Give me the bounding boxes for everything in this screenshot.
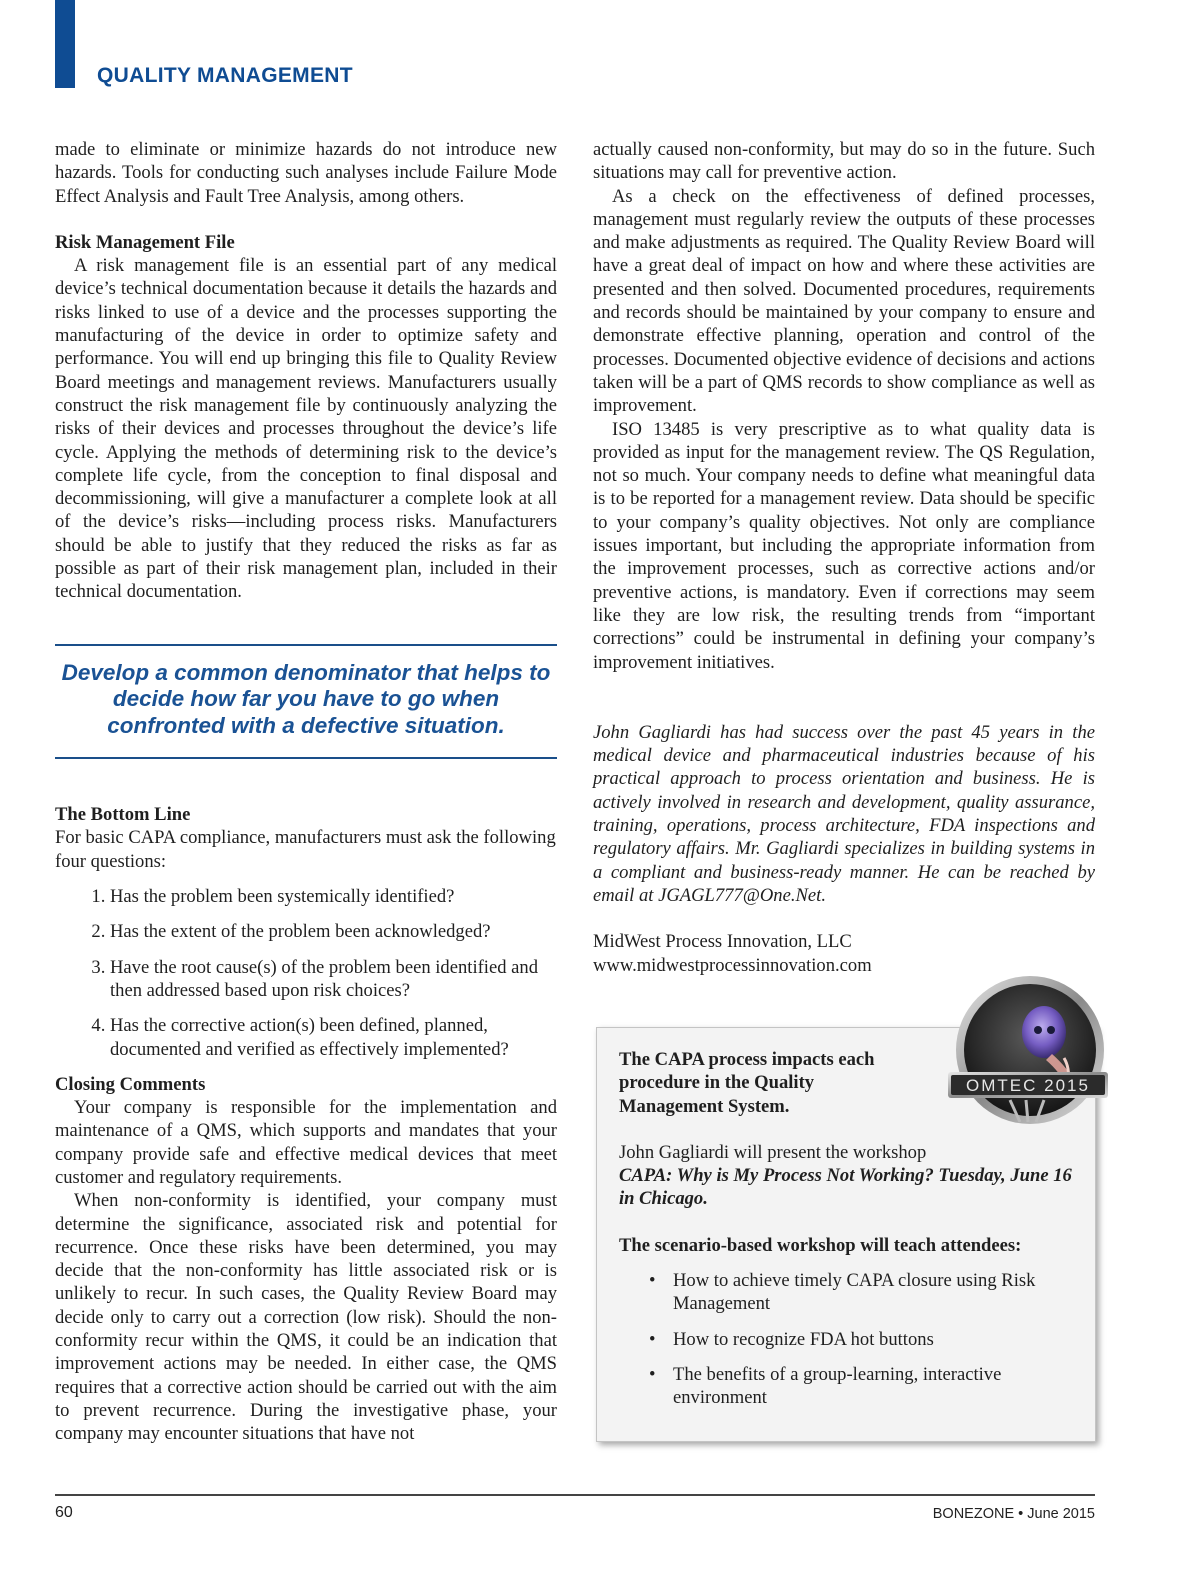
sidebar-intro: John Gagliardi will present the workshop [619, 1141, 927, 1163]
sidebar-course-title: CAPA: Why is My Process Not Working? Tuesday, June 16 in Chicago. [619, 1165, 1072, 1210]
left-column [55, 138, 557, 1446]
list-item: 3. Have the root cause(s) of the problem been identified and then addressed based upon risk choices? [110, 956, 557, 1003]
page-number: 60 [55, 1504, 73, 1521]
pull-quote: Develop a common denominator that helps to decide how far you have to go when confronted with a defective situation. [55, 644, 557, 760]
sidebar-list-title: The scenario-based workshop will teach attendees: [619, 1234, 1022, 1256]
footer-publication: BONEZONE • June 2015 [932, 1506, 1095, 1522]
list-item: 2. Has the extent of the problem been acknowledged? [110, 920, 557, 943]
footer-divider [55, 1494, 1095, 1496]
section-label: QUALITY MANAGEMENT [97, 64, 353, 87]
bottom-line-intro: For basic CAPA compliance, manufacturers must ask the following four questions: [55, 827, 556, 872]
company-name: MidWest Process Innovation, LLC [593, 931, 852, 953]
company-url[interactable]: www.midwestprocessinnovation.com [593, 954, 872, 976]
iso-paragraph: ISO 13485 is very prescriptive as to what quality data is provided as input for the management review. The QS Regulation, not so much. Your company needs to define what meaningful data is to be reported for a management review. Data should be specific to your company’s quality objectives. Not only are compliance issues important, but including the appropriate information from the improvement processes, such as corrective actions and/or preventive actions, is mandatory. Even if corrections may seem like they are low risk, the resulting trends from “important corrections” could be instrumental in defining your company’s improvement initiatives. [593, 418, 1095, 673]
risk-file-paragraph: A risk management file is an essential part of any medical device’s technical documentation because it details the hazards and risks linked to use of a device and the processes supporting the manufacturing of the device in order to optimize safety and performance. You will end up bringing this file to Quality Review Board meetings and management reviews. Manufacturers usually construct the risk management file by continuously analyzing the risks of their devices and processes throughout the device’s life cycle. Applying the methods of determining risk to the device’s complete life cycle, from the conception to final disposal and decommissioning, will give a manufacturer a complete look at all of the device’s risks—including process risks. Manufacturers should be able to justify that they reduced the risks as far as possible as part of their risk management plan, included in their technical documentation. [55, 255, 557, 603]
author-bio: John Gagliardi has had success over the past 45 years in the medical device and pharmaceutical industries because of his practical approach to process orientation and business. He is actively involved in research and development, quality assurance, training, operations, process architecture, FDA inspections and regulatory affairs. Mr. Gagliardi specializes in building systems in a compliant and business-ready manner. He can be reached by email at JGAGL777@One.Net. [593, 721, 1095, 906]
intro-paragraph: made to eliminate or minimize hazards do not introduce new hazards. Tools for conducting such analyses include Failure Mode Effect Analysis and Fault Tree Analysis, among others. [55, 139, 557, 207]
continuation-paragraph: actually caused non-conformity, but may do so in the future. Such situations may call for preventive action. [593, 139, 1095, 184]
risk-file-heading: Risk Management File [55, 231, 235, 253]
list-item: • The benefits of a group-learning, interactive environment [673, 1363, 1073, 1410]
badge-text: OMTEC 2015 [966, 1076, 1090, 1095]
header-accent-bar [55, 0, 75, 88]
right-column [593, 138, 1095, 977]
sidebar-heading: The CAPA process impacts each procedure in the Quality Management System. [619, 1049, 875, 1117]
list-item: • How to achieve timely CAPA closure using Risk Management [673, 1269, 1073, 1316]
omtec-skeleton-badge-icon [948, 972, 1108, 1132]
review-paragraph: As a check on the effectiveness of defined processes, management must regularly review the outputs of these processes and make adjustments as required. The Quality Review Board will have a great deal of impact on how and where these activities are presented and then solved. Documented procedures, requirements and records should be maintained by your company to ensure and demonstrate effective planning, operation and control of the processes. Documented objective evidence of decisions and actions taken will be a part of QMS records to show compliance as well as improvement. [593, 185, 1095, 417]
closing-heading: Closing Comments [55, 1073, 206, 1095]
bottom-line-heading: The Bottom Line [55, 804, 191, 826]
list-item: 4. Has the corrective action(s) been defined, planned, documented and verified as effectively implemented? [110, 1014, 557, 1061]
closing-paragraph: When non-conformity is identified, your company must determine the significance, associated risk and potential for recurrence. Once these risks have been determined, you may decide that the non-conformity has little associated risk or is unlikely to recur. In such cases, the Quality Review Board may decide only to carry out a correction (low risk). Should the non-conformity recur within the QMS, it could be an indication that improvement actions may be needed. In either case, the QMS requires that a corrective action should be carried out with the aim to prevent recurrence. During the investigative phase, your company may encounter situations that have not [55, 1190, 557, 1445]
list-item: 1. Has the problem been systemically identified? [110, 885, 557, 908]
closing-paragraph: Your company is responsible for the implementation and maintenance of a QMS, which supports and mandates that your company provide safe and effective medical devices that meet customer and regulatory requirements. [55, 1097, 557, 1188]
list-item: • How to recognize FDA hot buttons [673, 1328, 1073, 1351]
company-info [593, 930, 1095, 977]
sidebar-list [619, 1269, 1073, 1409]
questions-list [55, 885, 557, 1061]
